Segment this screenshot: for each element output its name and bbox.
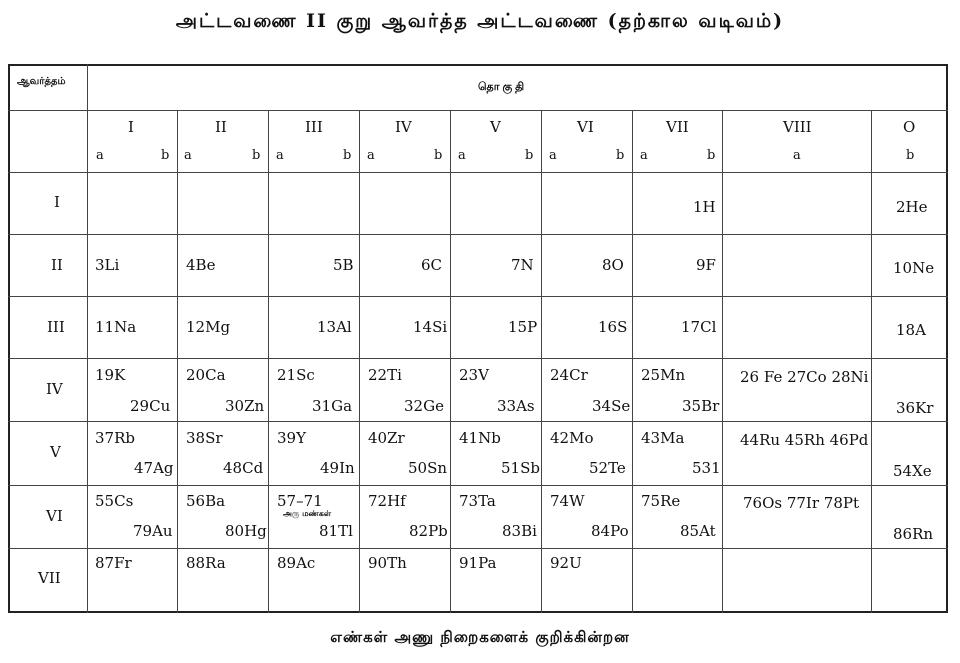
period-label: III	[47, 318, 65, 336]
element-cell: 75Re	[641, 492, 681, 510]
period-header: ஆவர்த்தம்	[17, 76, 66, 87]
element-cell: 52Te	[589, 459, 626, 477]
element-cell: 42Mo	[550, 429, 594, 447]
table-caption: எண்கள் அணு நிறைகளைக் குறிக்கின்றன	[330, 628, 630, 646]
subgroup-a: a	[96, 148, 104, 163]
element-cell: 7N	[511, 256, 534, 274]
subgroup-b: b	[343, 148, 352, 163]
element-cell: 49In	[320, 459, 355, 477]
element-cell: 29Cu	[130, 397, 171, 415]
element-cell: 30Zn	[225, 397, 265, 415]
element-cell: 89Ac	[277, 554, 316, 572]
element-cell: 21Sc	[277, 366, 315, 384]
element-cell: 50Sn	[408, 459, 448, 477]
element-cell: 55Cs	[95, 492, 134, 510]
row-divider	[8, 234, 948, 235]
element-cell: 2He	[896, 198, 928, 216]
element-cell: 41Nb	[459, 429, 501, 447]
element-cell: 87Fr	[95, 554, 132, 572]
element-cell: 74W	[550, 492, 585, 510]
element-cell: 24Cr	[550, 366, 588, 384]
element-cell-group-viii: 76Os 77Ir 78Pt	[743, 494, 860, 512]
group-label: I	[128, 118, 134, 136]
element-cell: 80Hg	[225, 522, 267, 540]
element-cell: 85At	[680, 522, 716, 540]
subgroup-a: a	[640, 148, 648, 163]
element-cell: 83Bi	[502, 522, 537, 540]
element-cell: 57–71	[277, 492, 323, 510]
element-cell-group-viii: 26 Fe 27Co 28Ni	[740, 368, 869, 386]
element-cell: 18A	[896, 321, 926, 339]
element-cell: 17Cl	[681, 318, 717, 336]
element-cell: 12Mg	[186, 318, 231, 336]
period-label: VI	[46, 507, 63, 525]
group-label: O	[903, 118, 916, 136]
col-divider	[268, 110, 269, 613]
subgroup-b: b	[525, 148, 534, 163]
subgroup-a: a	[184, 148, 192, 163]
element-cell: 16S	[598, 318, 628, 336]
element-cell: 14Si	[413, 318, 448, 336]
element-cell: 31Ga	[312, 397, 353, 415]
element-cell: 19K	[95, 366, 126, 384]
row-divider	[8, 296, 948, 297]
element-cell: 35Br	[682, 397, 720, 415]
element-cell: 6C	[421, 256, 443, 274]
col-divider	[541, 110, 542, 613]
element-cell: 1H	[693, 198, 716, 216]
element-cell: 37Rb	[95, 429, 135, 447]
element-cell: 38Sr	[186, 429, 223, 447]
element-cell: 22Ti	[368, 366, 402, 384]
subgroup-b: b	[906, 148, 915, 163]
element-cell-group-viii: 44Ru 45Rh 46Pd	[740, 431, 869, 449]
subgroup-b: b	[161, 148, 170, 163]
group-label: VI	[577, 118, 594, 136]
element-cell: 36Kr	[896, 399, 934, 417]
group-label: II	[215, 118, 227, 136]
element-cell: 5B	[333, 256, 354, 274]
col-divider	[177, 110, 178, 613]
element-cell: 72Hf	[368, 492, 406, 510]
row-divider	[8, 421, 948, 422]
group-label: VII	[666, 118, 689, 136]
period-label: II	[51, 256, 63, 274]
row-divider	[8, 485, 948, 486]
rare-earths-note: அரு மண்கள்	[283, 509, 332, 518]
element-cell: 39Y	[277, 429, 306, 447]
element-cell: 10Ne	[893, 259, 935, 277]
group-label: VIII	[783, 118, 812, 136]
col-divider	[450, 110, 451, 613]
subgroup-b: b	[434, 148, 443, 163]
col-divider	[722, 110, 723, 613]
period-label: V	[50, 443, 61, 461]
element-cell: 25Mn	[641, 366, 686, 384]
element-cell: 13Al	[317, 318, 352, 336]
element-cell: 79Au	[133, 522, 173, 540]
col-divider	[871, 110, 872, 613]
row-divider	[8, 548, 948, 549]
element-cell: 15P	[508, 318, 538, 336]
element-cell: 82Pb	[409, 522, 448, 540]
element-cell: 4Be	[186, 256, 216, 274]
element-cell: 91Pa	[459, 554, 497, 572]
subgroup-a: a	[367, 148, 375, 163]
element-cell: 34Se	[592, 397, 631, 415]
element-cell: 56Ba	[186, 492, 226, 510]
group-label: IV	[395, 118, 412, 136]
element-cell: 51Sb	[501, 459, 540, 477]
element-cell: 92U	[550, 554, 582, 572]
subgroup-a: a	[549, 148, 557, 163]
subgroup-a: a	[793, 148, 801, 163]
element-cell: 3Li	[95, 256, 120, 274]
element-cell: 73Ta	[459, 492, 496, 510]
subgroup-b: b	[707, 148, 716, 163]
element-cell: 88Ra	[186, 554, 226, 572]
element-cell: 40Zr	[368, 429, 405, 447]
element-cell: 84Po	[591, 522, 629, 540]
subgroup-a: a	[458, 148, 466, 163]
element-cell: 11Na	[95, 318, 137, 336]
element-cell: 86Rn	[893, 525, 934, 543]
col-divider	[632, 110, 633, 613]
group-header: தொகுதி	[478, 80, 528, 93]
element-cell: 43Ma	[641, 429, 685, 447]
subheader-divider	[8, 172, 948, 173]
element-cell: 23V	[459, 366, 489, 384]
element-cell: 54Xe	[893, 462, 932, 480]
element-cell: 8O	[602, 256, 624, 274]
period-label: I	[54, 193, 60, 211]
period-label: VII	[38, 569, 61, 587]
subgroup-a: a	[276, 148, 284, 163]
row-divider	[8, 358, 948, 359]
subgroup-b: b	[616, 148, 625, 163]
element-cell: 9F	[696, 256, 716, 274]
period-col-divider	[87, 64, 88, 613]
element-cell: 33As	[497, 397, 535, 415]
element-cell: 20Ca	[186, 366, 226, 384]
group-label: III	[305, 118, 323, 136]
element-cell: 48Cd	[223, 459, 264, 477]
table-title: அட்டவணை II குறு ஆவர்த்த அட்டவணை (தற்கால வடிவம்)	[175, 10, 785, 32]
group-label: V	[490, 118, 501, 136]
header-divider	[8, 110, 948, 111]
element-cell: 90Th	[368, 554, 407, 572]
element-cell: 81Tl	[319, 522, 353, 540]
period-label: IV	[46, 380, 63, 398]
element-cell: 531	[692, 459, 721, 477]
element-cell: 32Ge	[404, 397, 444, 415]
col-divider	[359, 110, 360, 613]
element-cell: 47Ag	[134, 459, 174, 477]
subgroup-b: b	[252, 148, 261, 163]
